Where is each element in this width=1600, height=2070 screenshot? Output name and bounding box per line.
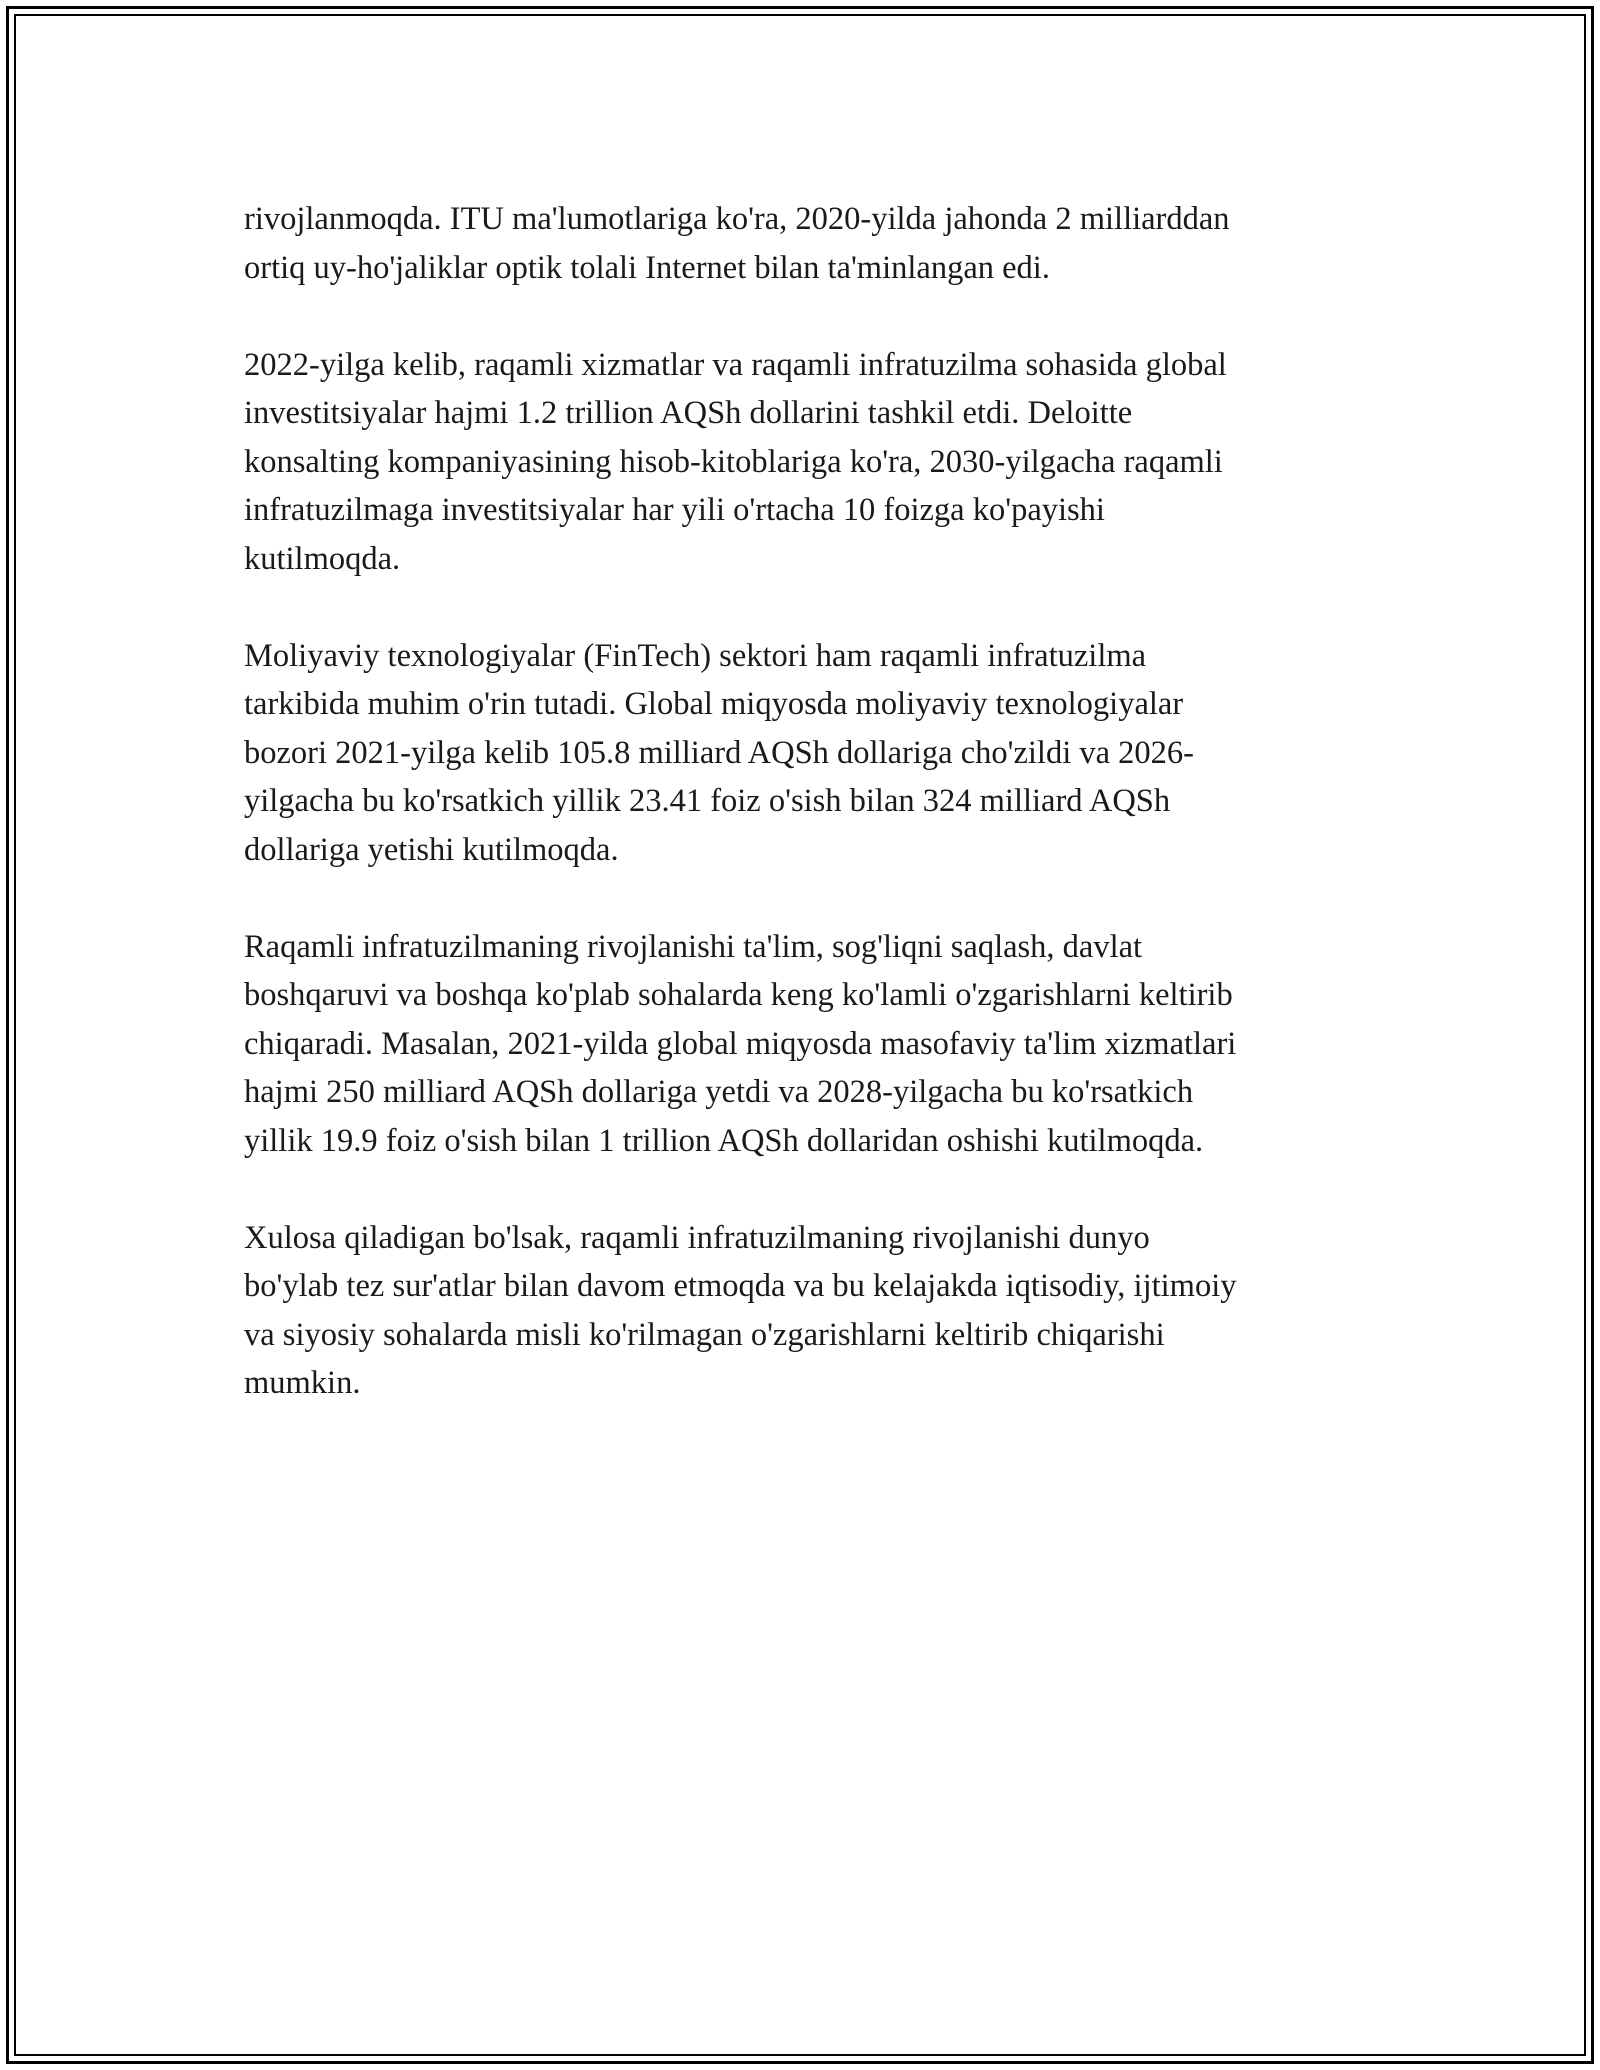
document-body [244, 195, 1384, 1456]
text-line: ortiq uy-ho'jaliklar optik tolali Internet bilan ta'minlangan edi. [244, 249, 1050, 286]
text-line: yillik 19.9 foiz o'sish bilan 1 trillion AQSh dollaridan oshishi kutilmoqda. [244, 1122, 1204, 1159]
text-line: chiqaradi. Masalan, 2021-yilda global miqyosda masofaviy ta'lim xizmatlari [244, 1025, 1237, 1062]
text-line: 2022-yilga kelib, raqamli xizmatlar va raqamli infratuzilma sohasida global [244, 346, 1227, 383]
text-line: mumkin. [244, 1365, 361, 1401]
paragraph-1 [244, 195, 1384, 292]
text-line: Xulosa qiladigan bo'lsak, raqamli infratuzilmaning rivojlanishi dunyo [244, 1219, 1150, 1256]
document-page [6, 6, 1594, 2064]
paragraph-4 [244, 923, 1384, 1166]
text-line: konsalting kompaniyasining hisob-kitoblariga ko'ra, 2030-yilgacha raqamli [244, 443, 1223, 480]
text-line: boshqaruvi va boshqa ko'plab sohalarda keng ko'lamli o'zgarishlarni keltirib [244, 977, 1233, 1013]
text-line: yilgacha bu ko'rsatkich yillik 23.41 foiz o'sish bilan 324 milliard AQSh [244, 783, 1171, 819]
text-line: rivojlanmoqda. ITU ma'lumotlariga ko'ra, 2020-yilda jahonda 2 milliarddan [244, 201, 1230, 237]
paragraph-2 [244, 341, 1384, 584]
paragraph-3 [244, 632, 1384, 875]
text-line: tarkibida muhim o'rin tutadi. Global miqyosda moliyaviy texnologiyalar [244, 686, 1184, 722]
text-line: dollariga yetishi kutilmoqda. [244, 831, 619, 868]
text-line: infratuzilmaga investitsiyalar har yili o'rtacha 10 foizga ko'payishi [244, 492, 1105, 528]
text-line: Moliyaviy texnologiyalar (FinTech) sektori ham raqamli infratuzilma [244, 637, 1147, 674]
text-line: bozori 2021-yilga kelib 105.8 milliard AQSh dollariga cho'zildi va 2026- [244, 734, 1194, 771]
text-line: kutilmoqda. [244, 540, 401, 577]
paragraph-5 [244, 1214, 1384, 1408]
text-line: bo'ylab tez sur'atlar bilan davom etmoqda va bu kelajakda iqtisodiy, ijtimoiy [244, 1268, 1237, 1304]
text-line: investitsiyalar hajmi 1.2 trillion AQSh dollarini tashkil etdi. Deloitte [244, 395, 1133, 431]
text-line: Raqamli infratuzilmaning rivojlanishi ta'lim, sog'liqni saqlash, davlat [244, 928, 1143, 965]
text-line: va siyosiy sohalarda misli ko'rilmagan o'zgarishlarni keltirib chiqarishi [244, 1316, 1165, 1353]
text-line: hajmi 250 milliard AQSh dollariga yetdi va 2028-yilgacha bu ko'rsatkich [244, 1074, 1194, 1110]
